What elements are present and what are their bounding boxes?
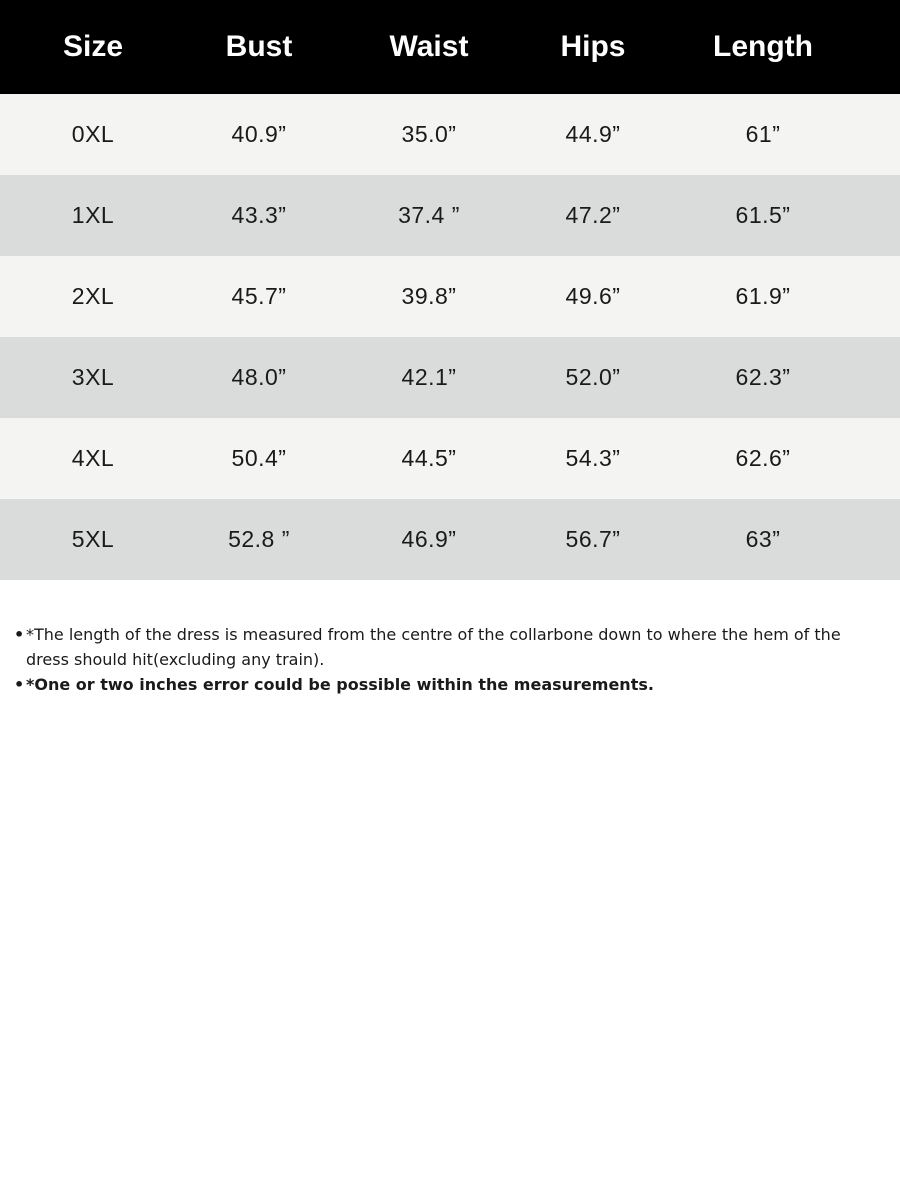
- header-waist: Waist: [389, 30, 469, 63]
- header-hips: Hips: [560, 30, 626, 63]
- header-bust: Bust: [225, 30, 293, 63]
- cell-hips: 56.7”: [565, 526, 621, 552]
- cell-waist: 39.8”: [401, 283, 457, 309]
- table-row: [0, 418, 900, 499]
- cell-length: 62.3”: [735, 364, 791, 390]
- cell-length: 62.6”: [735, 445, 791, 471]
- table-row: [0, 337, 900, 418]
- cell-length: 61.9”: [735, 283, 791, 309]
- cell-size: 1XL: [71, 202, 115, 228]
- cell-size: 4XL: [71, 445, 115, 471]
- cell-length: 61.5”: [735, 202, 791, 228]
- cell-hips: 49.6”: [565, 283, 621, 309]
- cell-bust: 48.0”: [231, 364, 287, 390]
- cell-size: 0XL: [71, 121, 115, 147]
- note-text: *The length of the dress is measured from the centre of the collarbone down to where the hem of the dress should hit(excluding any train).: [26, 625, 841, 669]
- cell-hips: 47.2”: [565, 202, 621, 228]
- cell-waist: 42.1”: [401, 364, 457, 390]
- cell-waist: 35.0”: [401, 121, 457, 147]
- table-row: [0, 499, 900, 580]
- cell-size: 3XL: [71, 364, 115, 390]
- bullet-icon: •: [14, 675, 25, 694]
- cell-bust: 45.7”: [231, 283, 287, 309]
- header-length: Length: [713, 30, 813, 63]
- cell-bust: 50.4”: [231, 445, 287, 471]
- bullet-icon: •: [14, 625, 25, 644]
- cell-hips: 54.3”: [565, 445, 621, 471]
- cell-length: 61”: [745, 121, 781, 147]
- cell-length: 63”: [745, 526, 781, 552]
- header-size: Size: [62, 30, 124, 63]
- cell-waist: 44.5”: [401, 445, 457, 471]
- size-chart-table: [0, 0, 900, 580]
- cell-size: 5XL: [71, 526, 115, 552]
- table-row: [0, 256, 900, 337]
- cell-waist: 37.4 ”: [398, 202, 460, 228]
- cell-bust: 52.8 ”: [228, 526, 290, 552]
- note-length-measurement: [14, 622, 886, 672]
- cell-waist: 46.9”: [401, 526, 457, 552]
- note-measurement-error: [14, 672, 886, 697]
- table-row: [0, 94, 900, 175]
- cell-size: 2XL: [71, 283, 115, 309]
- cell-bust: 43.3”: [231, 202, 287, 228]
- measurement-notes: [14, 622, 886, 697]
- table-header-row: [0, 0, 900, 94]
- note-text: *One or two inches error could be possible within the measurements.: [26, 675, 654, 694]
- cell-hips: 44.9”: [565, 121, 621, 147]
- table-row: [0, 175, 900, 256]
- cell-hips: 52.0”: [565, 364, 621, 390]
- cell-bust: 40.9”: [231, 121, 287, 147]
